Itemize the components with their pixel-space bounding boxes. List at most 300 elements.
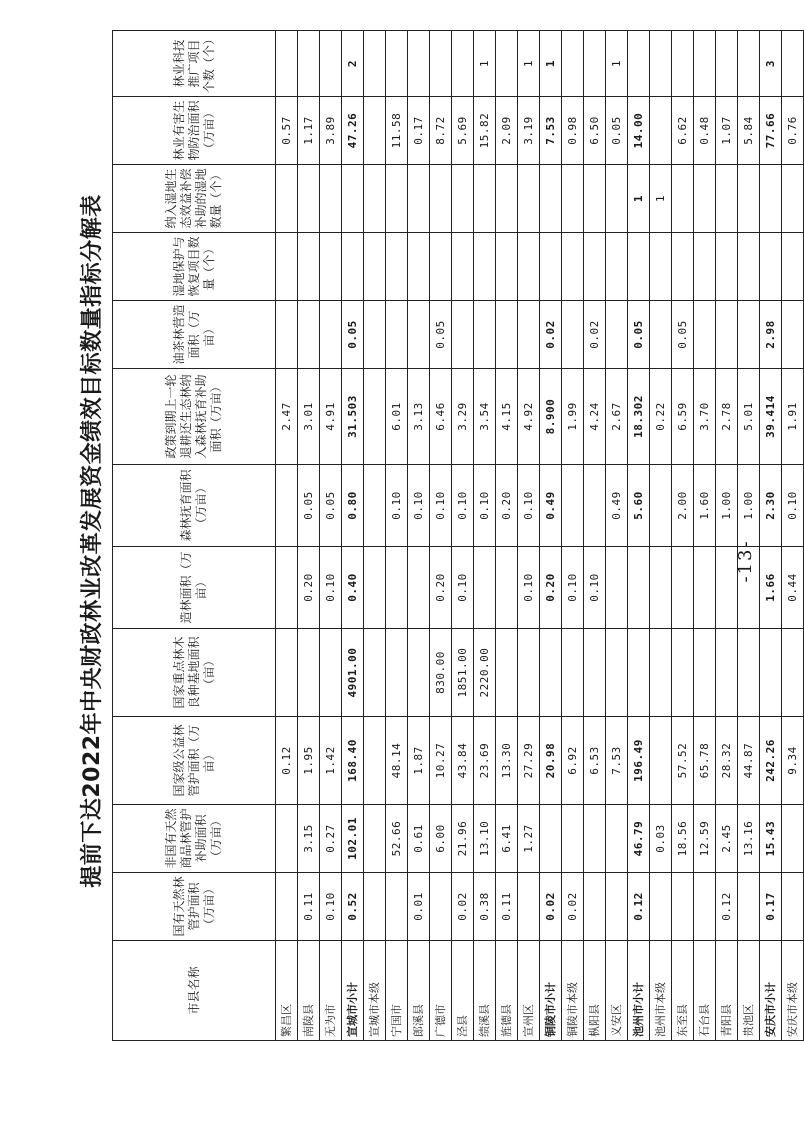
value-cell: 0.10	[518, 465, 540, 547]
value-cell	[364, 465, 386, 547]
value-cell: 10.27	[430, 717, 452, 805]
region-name-cell: 旌德县	[496, 941, 518, 1041]
value-cell: 3.15	[298, 805, 320, 873]
value-cell	[606, 233, 628, 301]
value-cell	[364, 31, 386, 97]
column-header: 市县名称	[113, 941, 276, 1041]
value-cell: 196.49	[628, 717, 650, 805]
value-cell: 2.67	[606, 369, 628, 465]
region-name-cell: 石台县	[694, 941, 716, 1041]
table-row	[606, 31, 628, 1041]
value-cell	[518, 165, 540, 233]
table-row	[474, 31, 496, 1041]
value-cell	[562, 31, 584, 97]
value-cell: 5.60	[628, 465, 650, 547]
value-cell	[650, 629, 672, 717]
value-cell	[606, 805, 628, 873]
table-row	[276, 31, 298, 1041]
value-cell	[694, 301, 716, 369]
column-header: 林业科技推广项目个数（个）	[113, 31, 276, 97]
region-name-cell: 青阳县	[716, 941, 738, 1041]
table-row	[320, 31, 342, 1041]
value-cell	[298, 165, 320, 233]
value-cell	[474, 301, 496, 369]
value-cell: 0.10	[452, 547, 474, 629]
value-cell	[606, 165, 628, 233]
value-cell	[386, 301, 408, 369]
value-cell	[650, 465, 672, 547]
value-cell: 0.05	[672, 301, 694, 369]
value-cell	[276, 629, 298, 717]
value-cell: 0.49	[540, 465, 562, 547]
value-cell	[430, 233, 452, 301]
column-header: 国有天然林管护面积（万亩）	[113, 873, 276, 941]
value-cell	[386, 547, 408, 629]
value-cell: 12.59	[694, 805, 716, 873]
value-cell: 0.12	[628, 873, 650, 941]
region-name-cell: 广德市	[430, 941, 452, 1041]
value-cell: 13.16	[738, 805, 760, 873]
value-cell	[738, 629, 760, 717]
region-name-cell: 池州市本级	[650, 941, 672, 1041]
region-name-cell: 义安区	[606, 941, 628, 1041]
value-cell: 3.01	[298, 369, 320, 465]
value-cell	[320, 31, 342, 97]
value-cell	[562, 233, 584, 301]
table-row	[584, 31, 606, 1041]
value-cell	[298, 629, 320, 717]
value-cell	[650, 873, 672, 941]
value-cell	[694, 165, 716, 233]
value-cell: 3.29	[452, 369, 474, 465]
value-cell	[760, 165, 782, 233]
region-name-cell: 池州市小计	[628, 941, 650, 1041]
value-cell	[650, 547, 672, 629]
value-cell	[320, 629, 342, 717]
value-cell: 0.38	[474, 873, 496, 941]
value-cell: 242.26	[760, 717, 782, 805]
value-cell: 0.76	[782, 97, 804, 165]
value-cell	[320, 233, 342, 301]
region-name-cell: 贵池区	[738, 941, 760, 1041]
value-cell: 3.54	[474, 369, 496, 465]
value-cell: 0.01	[408, 873, 430, 941]
value-cell	[606, 629, 628, 717]
value-cell: 1.95	[298, 717, 320, 805]
value-cell: 0.80	[342, 465, 364, 547]
value-cell: 0.02	[562, 873, 584, 941]
value-cell: 2.09	[496, 97, 518, 165]
value-cell	[364, 233, 386, 301]
value-cell: 0.27	[320, 805, 342, 873]
value-cell	[650, 31, 672, 97]
value-cell: 3	[760, 31, 782, 97]
column-header: 国家级公益林管护面积（万亩）	[113, 717, 276, 805]
value-cell	[650, 301, 672, 369]
value-cell: 2.00	[672, 465, 694, 547]
value-cell: 830.00	[430, 629, 452, 717]
value-cell: 5.01	[738, 369, 760, 465]
value-cell	[408, 31, 430, 97]
value-cell: 3.13	[408, 369, 430, 465]
region-name-cell: 东至县	[672, 941, 694, 1041]
value-cell: 0.49	[606, 465, 628, 547]
value-cell	[496, 547, 518, 629]
value-cell: 0.10	[452, 465, 474, 547]
value-cell: 6.00	[430, 805, 452, 873]
value-cell: 0.10	[430, 465, 452, 547]
value-cell: 8.900	[540, 369, 562, 465]
value-cell: 0.10	[320, 547, 342, 629]
value-cell	[408, 629, 430, 717]
region-name-cell: 安庆市本级	[782, 941, 804, 1041]
value-cell	[474, 547, 496, 629]
value-cell	[584, 805, 606, 873]
subtotal-row	[540, 31, 562, 1041]
value-cell	[342, 165, 364, 233]
page-number: -13-	[735, 539, 756, 583]
value-cell	[716, 165, 738, 233]
region-name-cell: 宣城市本级	[364, 941, 386, 1041]
value-cell	[584, 629, 606, 717]
value-cell: 0.10	[320, 873, 342, 941]
subtotal-row	[342, 31, 364, 1041]
value-cell	[276, 547, 298, 629]
column-header: 湿地保护与恢复项目数量（个）	[113, 233, 276, 301]
value-cell	[584, 233, 606, 301]
table-row	[430, 31, 452, 1041]
value-cell	[408, 165, 430, 233]
value-cell	[650, 717, 672, 805]
value-cell: 6.50	[584, 97, 606, 165]
value-cell: 1.87	[408, 717, 430, 805]
value-cell: 52.66	[386, 805, 408, 873]
value-cell	[628, 547, 650, 629]
value-cell: 4.92	[518, 369, 540, 465]
value-cell: 0.10	[474, 465, 496, 547]
value-cell: 0.44	[782, 547, 804, 629]
column-header: 纳入湿地生态效益补偿补助的湿地数量（个）	[113, 165, 276, 233]
value-cell: 0.05	[320, 465, 342, 547]
value-cell: 0.20	[298, 547, 320, 629]
value-cell	[628, 31, 650, 97]
value-cell	[430, 165, 452, 233]
value-cell	[760, 233, 782, 301]
value-cell	[452, 31, 474, 97]
value-cell: 168.40	[342, 717, 364, 805]
value-cell	[606, 873, 628, 941]
value-cell	[694, 629, 716, 717]
value-cell	[364, 97, 386, 165]
value-cell: 5.84	[738, 97, 760, 165]
value-cell	[694, 233, 716, 301]
value-cell: 0.05	[430, 301, 452, 369]
value-cell: 0.02	[540, 873, 562, 941]
value-cell: 0.17	[408, 97, 430, 165]
value-cell: 2	[342, 31, 364, 97]
table-row	[782, 31, 804, 1041]
value-cell: 1	[540, 31, 562, 97]
value-cell: 0.11	[298, 873, 320, 941]
value-cell: 3.89	[320, 97, 342, 165]
column-header: 造林面积（万亩）	[113, 547, 276, 629]
value-cell: 28.32	[716, 717, 738, 805]
table-row	[452, 31, 474, 1041]
value-cell: 0.12	[276, 717, 298, 805]
value-cell: 0.12	[716, 873, 738, 941]
value-cell	[276, 31, 298, 97]
value-cell	[386, 165, 408, 233]
value-cell: 2.98	[760, 301, 782, 369]
value-cell	[364, 717, 386, 805]
value-cell	[672, 547, 694, 629]
region-name-cell: 南陵县	[298, 941, 320, 1041]
value-cell: 15.43	[760, 805, 782, 873]
value-cell: 0.05	[342, 301, 364, 369]
value-cell: 1.00	[716, 465, 738, 547]
value-cell: 6.92	[562, 717, 584, 805]
value-cell: 18.56	[672, 805, 694, 873]
value-cell: 77.66	[760, 97, 782, 165]
value-cell: 1	[606, 31, 628, 97]
value-cell	[386, 233, 408, 301]
value-cell	[672, 165, 694, 233]
value-cell: 1.60	[694, 465, 716, 547]
value-cell	[364, 301, 386, 369]
value-cell	[562, 301, 584, 369]
value-cell: 6.41	[496, 805, 518, 873]
value-cell: 0.20	[496, 465, 518, 547]
table-row	[562, 31, 584, 1041]
value-cell	[584, 465, 606, 547]
value-cell: 4.91	[320, 369, 342, 465]
value-cell	[364, 369, 386, 465]
value-cell	[320, 165, 342, 233]
value-cell	[716, 301, 738, 369]
value-cell	[364, 805, 386, 873]
value-cell: 2220.00	[474, 629, 496, 717]
value-cell: 20.98	[540, 717, 562, 805]
value-cell	[364, 873, 386, 941]
value-cell	[518, 629, 540, 717]
value-cell: 2.30	[760, 465, 782, 547]
value-cell	[672, 629, 694, 717]
region-name-cell: 铜陵市小计	[540, 941, 562, 1041]
value-cell	[782, 165, 804, 233]
value-cell: 0.02	[540, 301, 562, 369]
value-cell: 1	[650, 165, 672, 233]
value-cell	[672, 31, 694, 97]
value-cell	[474, 165, 496, 233]
table-row	[672, 31, 694, 1041]
value-cell: 23.69	[474, 717, 496, 805]
value-cell	[386, 873, 408, 941]
value-cell: 13.10	[474, 805, 496, 873]
column-header: 国家重点林木良种基地面积（亩）	[113, 629, 276, 717]
value-cell	[518, 233, 540, 301]
table-header-row	[113, 31, 276, 1041]
value-cell: 1.91	[782, 369, 804, 465]
value-cell	[496, 233, 518, 301]
value-cell	[650, 97, 672, 165]
column-header: 油茶林营造面积（万亩）	[113, 301, 276, 369]
value-cell: 0.02	[452, 873, 474, 941]
value-cell: 4.24	[584, 369, 606, 465]
value-cell	[540, 233, 562, 301]
table-row	[364, 31, 386, 1041]
value-cell	[452, 233, 474, 301]
value-cell: 0.98	[562, 97, 584, 165]
value-cell: 48.14	[386, 717, 408, 805]
value-cell: 18.302	[628, 369, 650, 465]
value-cell: 27.29	[518, 717, 540, 805]
value-cell	[496, 301, 518, 369]
value-cell	[584, 873, 606, 941]
value-cell: 0.61	[408, 805, 430, 873]
value-cell	[562, 465, 584, 547]
value-cell: 0.52	[342, 873, 364, 941]
value-cell: 3.70	[694, 369, 716, 465]
table-row	[650, 31, 672, 1041]
value-cell	[540, 165, 562, 233]
value-cell: 0.17	[760, 873, 782, 941]
value-cell	[276, 873, 298, 941]
subtotal-row	[628, 31, 650, 1041]
value-cell	[738, 301, 760, 369]
value-cell: 65.78	[694, 717, 716, 805]
value-cell	[540, 805, 562, 873]
value-cell	[496, 629, 518, 717]
region-name-cell: 无为市	[320, 941, 342, 1041]
value-cell: 2.47	[276, 369, 298, 465]
value-cell: 0.22	[650, 369, 672, 465]
value-cell: 14.00	[628, 97, 650, 165]
value-cell	[364, 629, 386, 717]
value-cell	[694, 873, 716, 941]
value-cell: 6.62	[672, 97, 694, 165]
value-cell: 9.34	[782, 717, 804, 805]
value-cell: 15.82	[474, 97, 496, 165]
table-row	[408, 31, 430, 1041]
value-cell: 2.78	[716, 369, 738, 465]
value-cell: 1	[474, 31, 496, 97]
value-cell: 57.52	[672, 717, 694, 805]
value-cell	[562, 805, 584, 873]
subtotal-row	[760, 31, 782, 1041]
value-cell: 6.46	[430, 369, 452, 465]
value-cell	[320, 301, 342, 369]
value-cell: 1	[628, 165, 650, 233]
value-cell	[276, 301, 298, 369]
table-row	[386, 31, 408, 1041]
value-cell: 0.10	[386, 465, 408, 547]
value-cell	[562, 629, 584, 717]
value-cell	[738, 165, 760, 233]
value-cell: 8.72	[430, 97, 452, 165]
value-cell	[386, 31, 408, 97]
document-title: 提前下达2022年中央财政林业改革发展资金绩效目标数量指标分解表	[80, 194, 105, 888]
value-cell	[364, 547, 386, 629]
value-cell	[518, 873, 540, 941]
table-row	[496, 31, 518, 1041]
table-row	[298, 31, 320, 1041]
value-cell	[496, 31, 518, 97]
value-cell: 7.53	[606, 717, 628, 805]
value-cell	[782, 805, 804, 873]
value-cell	[562, 165, 584, 233]
value-cell: 0.10	[782, 465, 804, 547]
value-cell: 1.99	[562, 369, 584, 465]
value-cell: 6.53	[584, 717, 606, 805]
value-cell: 0.05	[628, 301, 650, 369]
value-cell	[716, 233, 738, 301]
value-cell	[584, 31, 606, 97]
value-cell: 13.30	[496, 717, 518, 805]
value-cell: 1.17	[298, 97, 320, 165]
region-name-cell: 宁国市	[386, 941, 408, 1041]
value-cell	[628, 629, 650, 717]
value-cell: 1.07	[716, 97, 738, 165]
value-cell: 0.05	[606, 97, 628, 165]
value-cell	[518, 301, 540, 369]
value-cell: 0.10	[584, 547, 606, 629]
value-cell: 0.57	[276, 97, 298, 165]
value-cell	[540, 629, 562, 717]
value-cell: 6.59	[672, 369, 694, 465]
value-cell: 2.45	[716, 805, 738, 873]
value-cell	[782, 873, 804, 941]
value-cell: 102.01	[342, 805, 364, 873]
region-name-cell: 宣州区	[518, 941, 540, 1041]
value-cell	[782, 301, 804, 369]
value-cell	[782, 233, 804, 301]
value-cell	[496, 165, 518, 233]
region-name-cell: 郎溪县	[408, 941, 430, 1041]
value-cell	[738, 31, 760, 97]
value-cell	[408, 301, 430, 369]
column-header: 林业有害生物防治面积（万亩）	[113, 97, 276, 165]
value-cell	[716, 629, 738, 717]
value-cell: 31.503	[342, 369, 364, 465]
value-cell	[606, 547, 628, 629]
value-cell: 44.87	[738, 717, 760, 805]
value-cell	[364, 165, 386, 233]
value-cell	[276, 465, 298, 547]
value-cell: 43.84	[452, 717, 474, 805]
value-cell	[782, 629, 804, 717]
value-cell: 1.00	[738, 465, 760, 547]
value-cell: 11.58	[386, 97, 408, 165]
value-cell: 0.10	[408, 465, 430, 547]
value-cell	[276, 233, 298, 301]
value-cell	[584, 165, 606, 233]
value-cell	[276, 165, 298, 233]
value-cell: 7.53	[540, 97, 562, 165]
value-cell: 4.15	[496, 369, 518, 465]
region-name-cell: 安庆市小计	[760, 941, 782, 1041]
region-name-cell: 繁昌区	[276, 941, 298, 1041]
value-cell: 0.10	[562, 547, 584, 629]
value-cell: 0.02	[584, 301, 606, 369]
table-row	[694, 31, 716, 1041]
region-name-cell: 绩溪县	[474, 941, 496, 1041]
value-cell	[386, 629, 408, 717]
value-cell: 0.20	[540, 547, 562, 629]
value-cell: 46.79	[628, 805, 650, 873]
value-cell: 1.66	[760, 547, 782, 629]
region-name-cell: 宣城市小计	[342, 941, 364, 1041]
value-cell	[782, 31, 804, 97]
